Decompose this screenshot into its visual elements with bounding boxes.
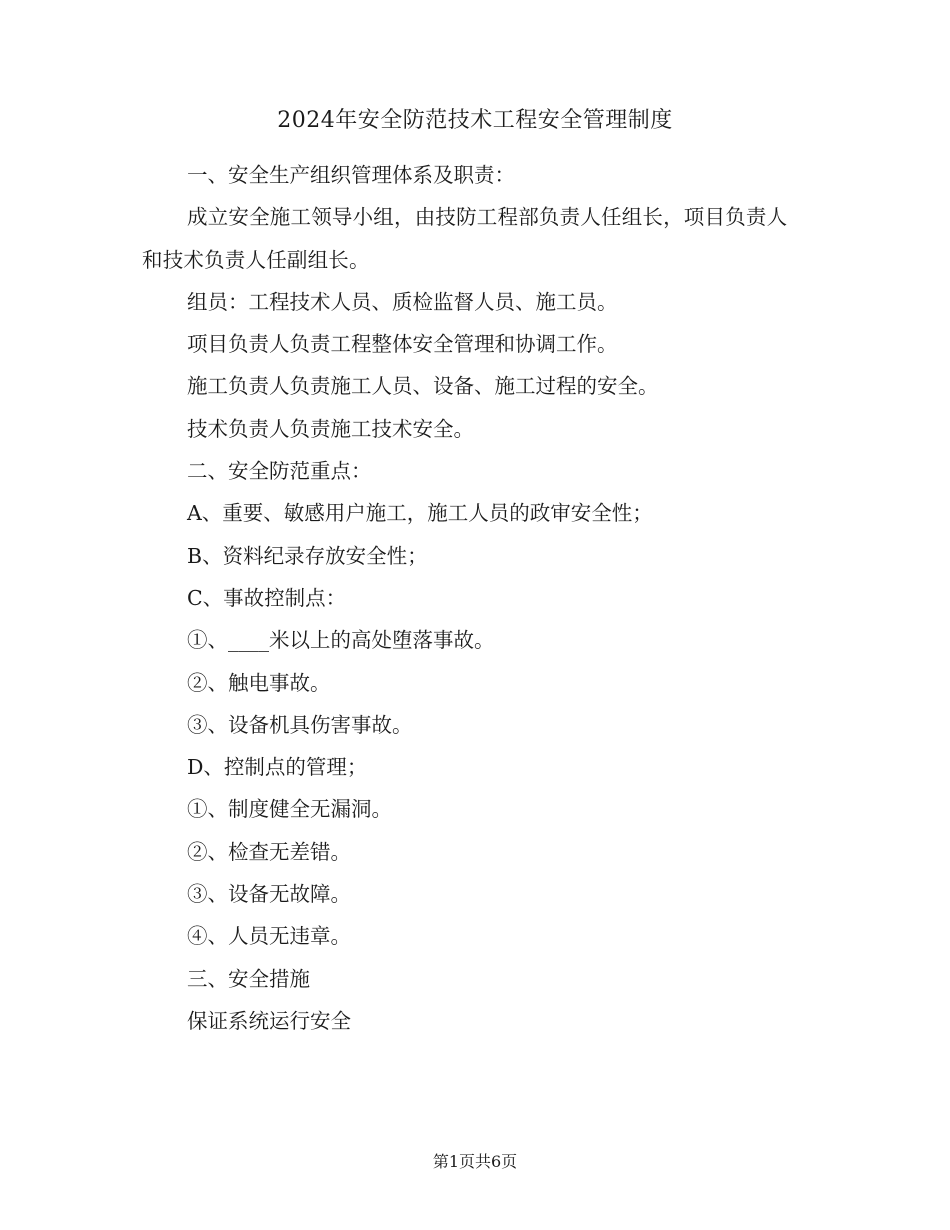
list-item-d-3: ③、设备无故障。 xyxy=(187,882,351,907)
list-item-c-3: ③、设备机具伤害事故。 xyxy=(187,712,413,737)
paragraph-construction-lead-duty: 施工负责人负责施工人员、设备、施工过程的安全。 xyxy=(187,374,659,399)
paragraph-technical-lead-duty: 技术负责人负责施工技术安全。 xyxy=(187,416,474,441)
list-item-d: D、控制点的管理； xyxy=(187,755,368,780)
list-item-d-4: ④、人员无违章。 xyxy=(187,924,351,949)
section-heading-3: 三、安全措施 xyxy=(187,966,310,991)
list-item-c-2: ②、触电事故。 xyxy=(187,670,331,695)
list-item-c: C、事故控制点： xyxy=(187,585,347,610)
page-number-footer: 第1页共6页 xyxy=(432,1152,518,1171)
section-heading-1: 一、安全生产组织管理体系及职责： xyxy=(187,163,515,187)
document-body xyxy=(142,154,802,1042)
document-title: 2024年安全防范技术工程安全管理制度 xyxy=(277,108,673,133)
paragraph-leadership-group: 成立安全施工领导小组，由技防工程部负责人任组长，项目负责人和技术负责人任副组长。 xyxy=(142,205,788,272)
list-item-a: A、重要、敏感用户施工，施工人员的政审安全性； xyxy=(187,501,653,526)
list-item-c-1: ①、____米以上的高处堕落事故。 xyxy=(187,628,495,653)
paragraph-system-security: 保证系统运行安全 xyxy=(187,1008,351,1033)
paragraph-members: 组员：工程技术人员、质检监督人员、施工员。 xyxy=(187,289,618,314)
section-heading-2: 二、安全防范重点： xyxy=(187,459,372,484)
list-item-b: B、资料纪录存放安全性； xyxy=(187,543,428,568)
list-item-d-2: ②、检查无差错。 xyxy=(187,839,351,864)
paragraph-project-lead-duty: 项目负责人负责工程整体安全管理和协调工作。 xyxy=(187,332,618,357)
list-item-d-1: ①、制度健全无漏洞。 xyxy=(187,797,392,822)
